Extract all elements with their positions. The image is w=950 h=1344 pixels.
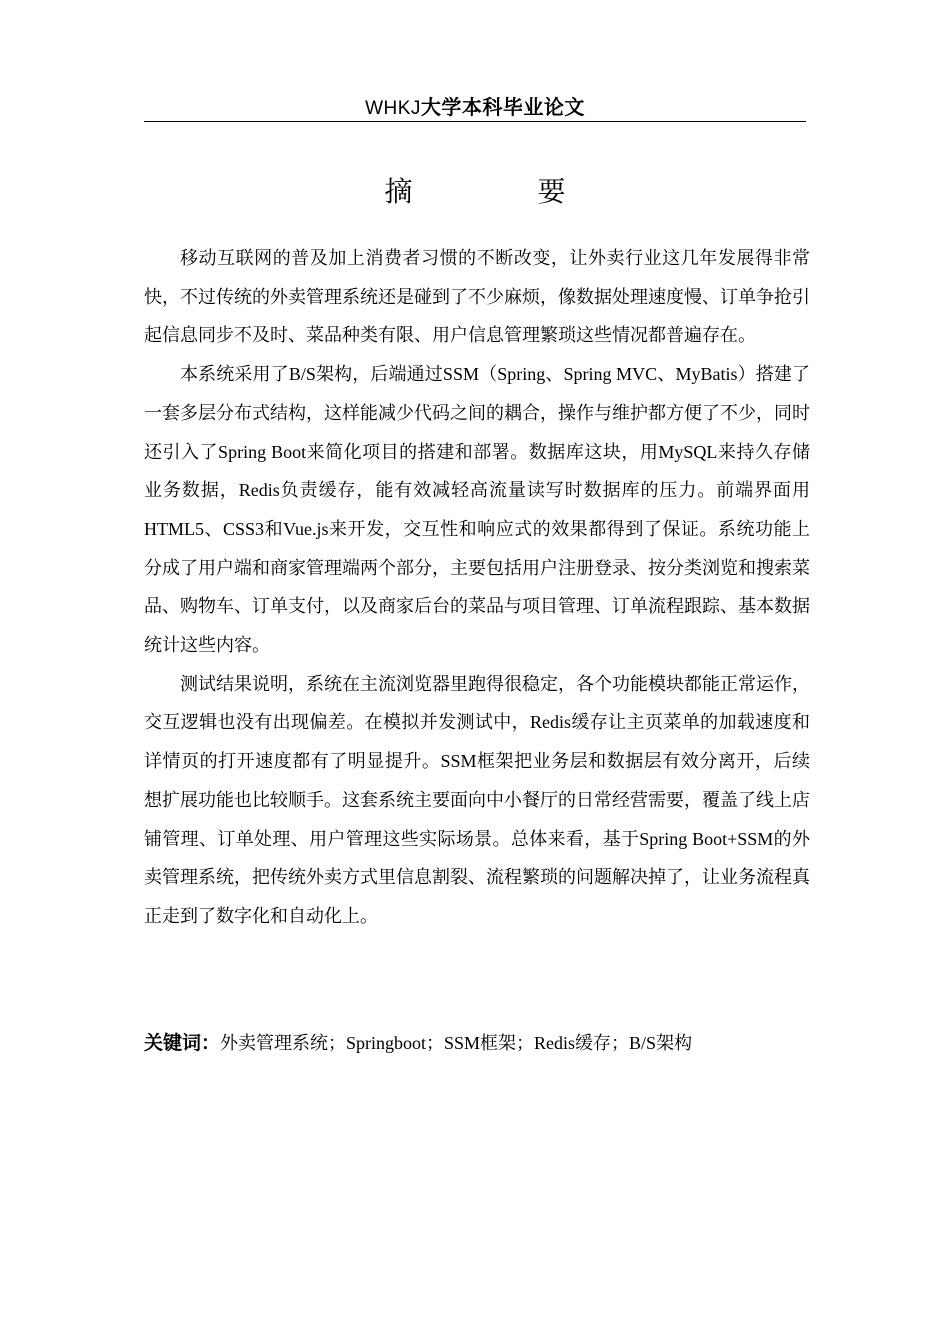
keywords-label: 关键词： bbox=[144, 1032, 221, 1054]
abstract-paragraph: 本系统采用了B/S架构，后端通过SSM（Spring、Spring MVC、MyBatis）搭建了一套多层分布式结构，这样能减少代码之间的耦合，操作与维护都方便了不少，同时还引入了Spring Boot来简化项目的搭建和部署。数据库这块，用MySQL来持久存储业务数据，Redis负责缓存，能有效减轻高流量读写时数据库的压力。前端界面用HTML5、CSS3和Vue.js来开发，交互性和响应式的效果都得到了保证。系统功能上分成了用户端和商家管理端两个部分，主要包括用户注册登录、按分类浏览和搜索菜品、购物车、订单支付，以及商家后台的菜品与项目管理、订单流程跟踪、基本数据统计这些内容。 bbox=[144, 364, 810, 656]
abstract-title: 摘 要 bbox=[384, 175, 624, 208]
header-rule bbox=[144, 121, 806, 122]
abstract-paragraph: 移动互联网的普及加上消费者习惯的不断改变，让外卖行业这几年发展得非常快，不过传统的外卖管理系统还是碰到了不少麻烦，像数据处理速度慢、订单争抢引起信息同步不及时、菜品种类有限、用户信息管理繁琐这些情况都普遍存在。 bbox=[144, 248, 810, 346]
abstract-body bbox=[144, 239, 810, 936]
abstract-paragraph: 测试结果说明，系统在主流浏览器里跑得很稳定，各个功能模块都能正常运作，交互逻辑也没有出现偏差。在模拟并发测试中，Redis缓存让主页菜单的加载速度和详情页的打开速度都有了明显提升。SSM框架把业务层和数据层有效分离开，后续想扩展功能也比较顺手。这套系统主要面向中小餐厅的日常经营需要，覆盖了线上店铺管理、订单处理、用户管理这些实际场景。总体来看，基于Spring Boot+SSM的外卖管理系统，把传统外卖方式里信息割裂、流程繁琐的问题解决掉了，让业务流程真正走到了数字化和自动化上。 bbox=[144, 673, 810, 926]
header-latin: WHKJ bbox=[365, 98, 421, 119]
keywords-line bbox=[144, 1026, 810, 1060]
page-header bbox=[144, 92, 806, 122]
keywords-value: 外卖管理系统；Springboot；SSM框架；Redis缓存；B/S架构 bbox=[220, 1033, 693, 1053]
header-title: 大学本科毕业论文 bbox=[420, 95, 585, 119]
